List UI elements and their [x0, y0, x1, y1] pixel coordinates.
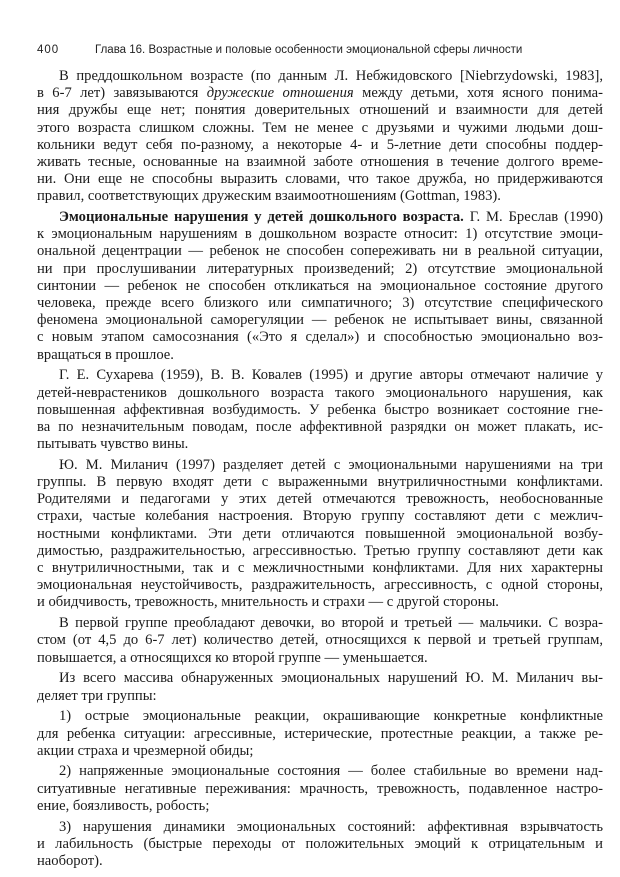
text-line [37, 615, 603, 632]
text-line [37, 154, 603, 171]
text-run: ностными конфликтами. Эти дети отличаются повышенной эмоциональной возбу- [37, 525, 603, 542]
text-run: живать тесные, основанные на взаимной заботе отношения в течение долгого време- [37, 153, 603, 170]
text-run: человека, прежде всего близкого или симпатичного; 3) отсутствие специфического [37, 295, 603, 312]
text-line [37, 508, 603, 525]
text-line [37, 226, 603, 243]
text-line [37, 436, 603, 453]
text-line [37, 419, 603, 436]
text-line [37, 526, 603, 543]
text-line [37, 312, 603, 329]
text-run: ни при прослушивании литературных произведений; 2) отсутствие эмоциональной [37, 260, 603, 277]
text-line [37, 543, 603, 560]
text-line [37, 209, 603, 226]
text-line [37, 188, 603, 205]
bold-run: Эмоциональные нарушения у детей дошкольного возраста. [59, 209, 464, 226]
text-line [37, 632, 603, 649]
text-line [37, 743, 603, 760]
text-run: акции страха и чрезмерной обиды; [37, 742, 254, 759]
text-line [37, 402, 603, 419]
text-line [37, 781, 603, 798]
page-number: 400 [37, 44, 60, 56]
text-run: и лабильность (быстрые переходы от положительных эмоций к отрицательным и [37, 835, 603, 852]
text-line [37, 763, 603, 780]
text-run: с внутриличностными, так и с межличностными конфликтами. Для них характерны [37, 560, 603, 577]
text-line [37, 68, 603, 85]
text-line [37, 85, 603, 102]
text-run: В преддошкольном возрасте (по данным Л. Небжидовского [Niebrzydowski, 1983], [59, 68, 603, 84]
text-line [37, 329, 603, 346]
page-body [37, 68, 603, 870]
text-line [37, 688, 603, 705]
text-line [37, 726, 603, 743]
text-line [37, 137, 603, 154]
text-run: правил, соответствующих дружеским взаимоотношениям (Gottman, 1983). [37, 188, 501, 205]
text-line [37, 560, 603, 577]
paragraph [37, 763, 603, 815]
text-line [37, 457, 603, 474]
text-run: 1) острые эмоциональные реакции, окрашивающие конкретные конфликтные [59, 708, 603, 725]
text-run: детей-неврастеников дошкольного возраста такого эмоционального нарушения, как [37, 384, 603, 401]
text-run: к эмоциональным нарушениям в дошкольном возрасте относит: 1) отсутствие эмоци- [37, 226, 603, 243]
text-run: в 6-7 лет) завязываются [37, 85, 207, 102]
text-line [37, 670, 603, 687]
text-line [37, 278, 603, 295]
text-run: этого возраста слишком сложны. Тем не менее с друзьями и чужими людьми дош- [37, 119, 603, 136]
text-line [37, 491, 603, 508]
text-run: пытывать чувство вины. [37, 436, 189, 453]
text-run: деляет три группы: [37, 687, 157, 704]
text-line [37, 577, 603, 594]
running-title: Глава 16. Возрастные и половые особенности эмоциональной сферы личности [95, 44, 523, 56]
paragraph [37, 209, 603, 364]
text-run: страхи, частые колебания настроения. Вторую группу составляют дети с межлич- [37, 508, 603, 525]
text-run: для ребенка ситуации: агрессивные, истерические, протестные реакции, а также ре- [37, 725, 603, 742]
text-line [37, 853, 603, 870]
text-line [37, 474, 603, 491]
text-run: 3) нарушения динамики эмоциональных состояний: аффективная взрывчатость [59, 818, 603, 835]
text-run: с новым этапом самосознания («Это я сделал») и способностью эмоционально воз- [37, 329, 603, 346]
text-run: 2) напряженные эмоциональные состояния — более стабильные во времени над- [59, 763, 603, 780]
text-line [37, 261, 603, 278]
paragraph [37, 670, 603, 704]
text-run: наоборот). [37, 853, 103, 869]
text-line [37, 102, 603, 119]
text-run: между детьми, хотя ясного понима- [353, 85, 603, 102]
text-line [37, 798, 603, 815]
text-run: группы. В первую входят дети с выраженными внутриличностными конфликтами. [37, 474, 603, 491]
italic-run: дружеские отношения [206, 85, 354, 102]
text-run: Г. Е. Сухарева (1959), В. В. Ковалев (1995) и другие авторы отмечают наличие у [59, 367, 603, 384]
text-line [37, 819, 603, 836]
text-run: В первой группе преобладают девочки, во второй и третьей — мальчики. С возра- [59, 615, 603, 632]
text-line [37, 120, 603, 137]
text-line [37, 347, 603, 364]
text-run: ния дружбы еще нет; понятия доверительных отношений и взаимности для детей [37, 102, 603, 119]
text-run: кольники ведут себя по-разному, а некоторые 4- и 5-летние дети способны поддер- [37, 136, 603, 153]
text-line [37, 295, 603, 312]
paragraph [37, 367, 603, 453]
text-run: ональной децентрации — ребенок не способен сопереживать ни в реальной ситуации, [37, 243, 603, 260]
paragraph [37, 68, 603, 206]
text-line [37, 243, 603, 260]
text-run: Из всего массива обнаруженных эмоциональных нарушений Ю. М. Миланич вы- [59, 670, 603, 687]
text-run: ни. Они еще не способны выразить словами, что такое дружба, но придерживаются [37, 171, 603, 188]
text-line [37, 171, 603, 188]
text-run: синтонии — ребенок не способен откликаться на эмоциональное состояние другого [37, 277, 603, 294]
text-run: димостью, раздражительностью, агрессивностью. Третью группу составляют дети как [37, 542, 603, 559]
text-run: эмоциональная неустойчивость, раздражительность, агрессивность, с одной стороны, [37, 577, 603, 594]
text-run: стом (от 4,5 до 6-7 лет) количество детей, относящихся к первой и третьей группам, [37, 632, 603, 649]
text-run: повышенная аффективная возбудимость. У ребенка быстро возникает состояние гне- [37, 401, 603, 418]
paragraph [37, 708, 603, 760]
paragraph [37, 615, 603, 667]
text-run: вращаться в прошлое. [37, 346, 174, 363]
text-line [37, 367, 603, 384]
text-line [37, 385, 603, 402]
text-run: Ю. М. Миланич (1997) разделяет детей с эмоциональными нарушениями на три [59, 456, 603, 473]
text-run: Г. М. Бреслав (1990) [463, 209, 603, 226]
text-run: повышается, а относящихся ко второй группе — уменьшается. [37, 649, 428, 666]
text-run: ва по незначительным поводам, после аффективной разрядки он может плакать, ис- [37, 418, 603, 435]
text-line [37, 650, 603, 667]
text-run: ение, боязливость, робость; [37, 797, 210, 814]
text-line [37, 594, 603, 611]
text-run: феномена эмоциональной саморегуляции — ребенок не испытывает вины, связанной [37, 312, 603, 329]
running-header [37, 44, 603, 56]
text-run: Родителями и педагогами у этих детей отмечаются тревожность, необоснованные [37, 491, 603, 508]
paragraph [37, 819, 603, 871]
paragraph [37, 457, 603, 612]
text-run: ситуативные негативные переживания: мрачность, тревожность, подавленное настро- [37, 780, 603, 797]
text-run: и обидчивость, тревожность, мнительность и страхи — с другой стороны. [37, 594, 499, 611]
text-line [37, 836, 603, 853]
text-line [37, 708, 603, 725]
